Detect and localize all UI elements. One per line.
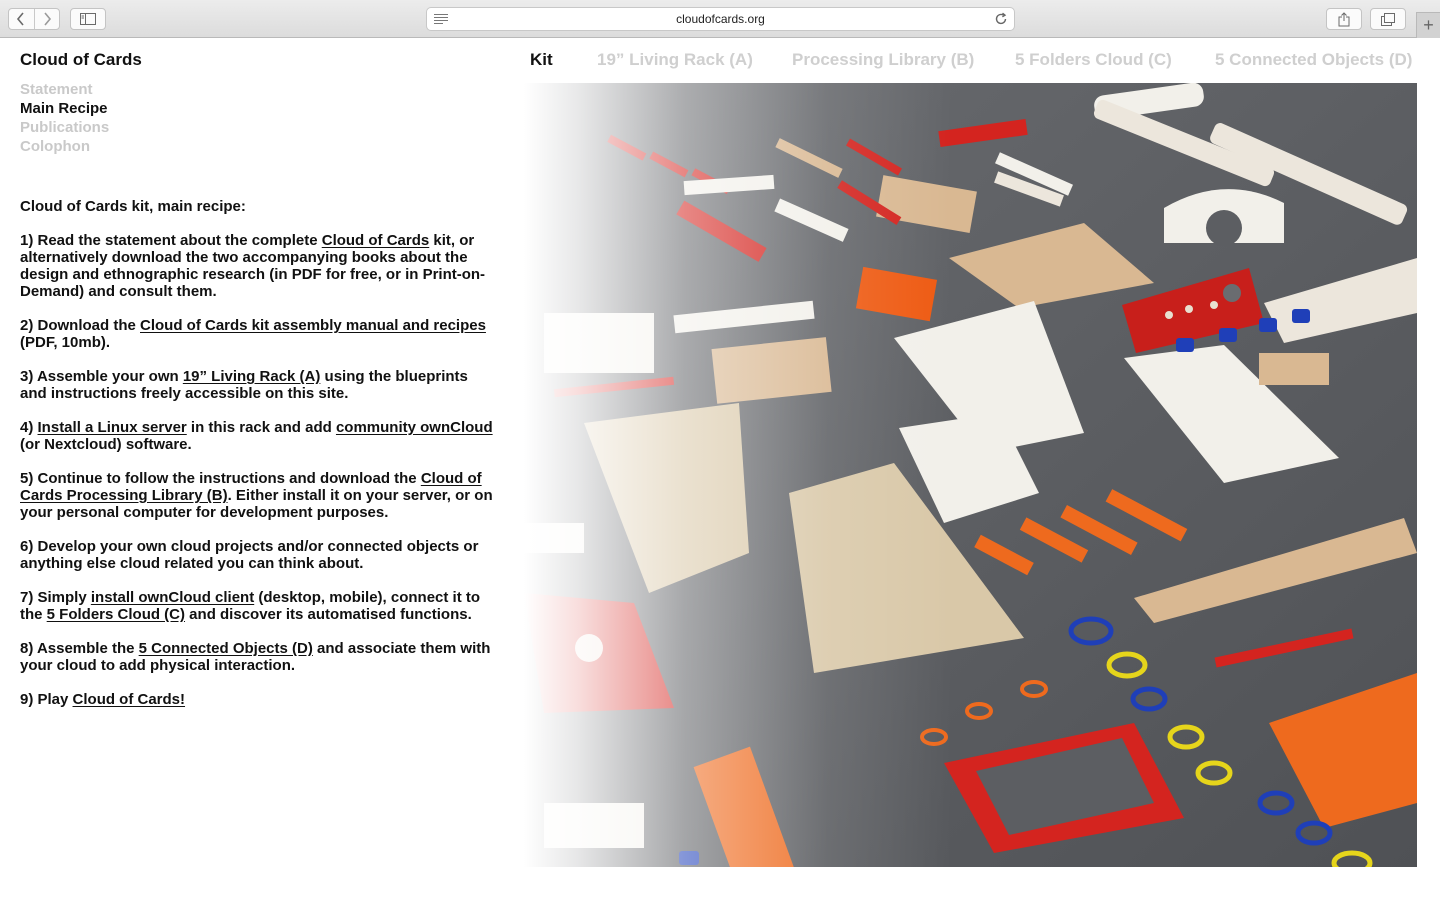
linux-server-link[interactable]: Install a Linux server: [37, 419, 187, 436]
step-text: (or Nextcloud) software.: [20, 436, 192, 453]
sidebar-toggle-button[interactable]: [70, 8, 106, 30]
url-text[interactable]: cloudofcards.org: [676, 12, 765, 26]
step-text: kit, or alternatively download the two accompanying books about the design and ethnographic research (in PDF for free, or in Print-on-Demand) and consult them.: [20, 232, 486, 300]
step-text: 2) Download the: [20, 317, 140, 334]
subnav-main-recipe[interactable]: Main Recipe: [20, 100, 108, 117]
step-text: using the blueprints and instructions freely accessible on this site.: [20, 368, 468, 402]
owncloud-link[interactable]: community ownCloud: [335, 419, 493, 436]
living-rack-link[interactable]: 19” Living Rack (A): [182, 368, 321, 385]
recipe-step-6: 6) Develop your own cloud projects and/or connected objects or anything else cloud related you can think about.: [20, 538, 479, 572]
image-fade-overlay: [524, 83, 1417, 867]
step-text: 5) Continue to follow the instructions and download the: [20, 470, 421, 487]
step-text: and associate them with your cloud to add physical interaction.: [20, 640, 491, 674]
processing-library-link[interactable]: Cloud of Cards Processing Library (B): [20, 470, 482, 504]
forward-button[interactable]: [34, 9, 59, 29]
recipe-step-5: [20, 470, 498, 521]
show-tabs-button[interactable]: [1370, 8, 1406, 30]
new-tab-button[interactable]: [1416, 12, 1440, 38]
connected-objects-link[interactable]: 5 Connected Objects (D): [138, 640, 313, 657]
recipe-step-1: [20, 232, 498, 300]
recipe-step-4: [20, 419, 498, 453]
recipe-step-7: [20, 589, 498, 623]
address-bar[interactable]: [426, 7, 1015, 31]
sidebar-icon: [80, 13, 96, 25]
step-text: 4): [20, 419, 38, 436]
chevron-left-icon: [16, 12, 26, 26]
nav-kit[interactable]: Kit: [530, 50, 553, 69]
assembly-manual-link[interactable]: Cloud of Cards kit assembly manual and recipes: [140, 317, 486, 334]
subnav-statement[interactable]: Statement: [20, 81, 93, 98]
back-button[interactable]: [9, 9, 34, 29]
step-text: 9) Play: [20, 691, 73, 708]
history-nav-group: [8, 8, 60, 30]
share-icon: [1338, 12, 1350, 27]
kit-photo: [524, 83, 1417, 867]
kit-nav: [530, 50, 1418, 72]
nav-processing-library[interactable]: Processing Library (B): [792, 50, 975, 69]
step-text: 3) Assemble your own: [20, 368, 183, 385]
recipe-step-8: [20, 640, 498, 674]
section-subnav: [20, 80, 109, 156]
recipe-step-3: [20, 368, 498, 402]
subnav-publications[interactable]: Publications: [20, 119, 110, 136]
recipe-step-2: [20, 317, 498, 351]
step-text: 7) Simply: [20, 589, 91, 606]
browser-toolbar: [0, 0, 1440, 38]
step-text: (desktop, mobile), connect it to the: [20, 589, 481, 623]
folders-cloud-link[interactable]: 5 Folders Cloud (C): [46, 606, 186, 623]
step-text: . Either install it on your server, or on your personal computer for development purposes.: [20, 487, 493, 521]
step-text: in this rack and add: [186, 419, 336, 436]
tabs-icon: [1381, 13, 1395, 26]
nav-connected-objects[interactable]: 5 Connected Objects (D): [1215, 50, 1413, 69]
nav-folders-cloud[interactable]: 5 Folders Cloud (C): [1015, 50, 1172, 69]
play-link[interactable]: Cloud of Cards!: [72, 691, 186, 708]
step-text: (PDF, 10mb).: [20, 334, 111, 351]
cloud-of-cards-link[interactable]: Cloud of Cards: [321, 232, 430, 249]
share-button[interactable]: [1326, 8, 1362, 30]
recipe-step-9: [20, 691, 498, 708]
plus-icon: +: [1423, 15, 1434, 35]
nav-living-rack[interactable]: 19” Living Rack (A): [597, 50, 753, 69]
step-text: 8) Assemble the: [20, 640, 139, 657]
site-title[interactable]: Cloud of Cards: [20, 50, 142, 69]
step-text: and discover its automatised functions.: [185, 606, 472, 623]
recipe-content: [20, 198, 498, 725]
reload-icon[interactable]: [994, 12, 1008, 26]
owncloud-client-link[interactable]: install ownCloud client: [90, 589, 255, 606]
subnav-colophon[interactable]: Colophon: [20, 138, 90, 155]
step-text: 1) Read the statement about the complete: [20, 232, 322, 249]
chevron-right-icon: [42, 12, 52, 26]
recipe-intro: Cloud of Cards kit, main recipe:: [20, 198, 246, 215]
